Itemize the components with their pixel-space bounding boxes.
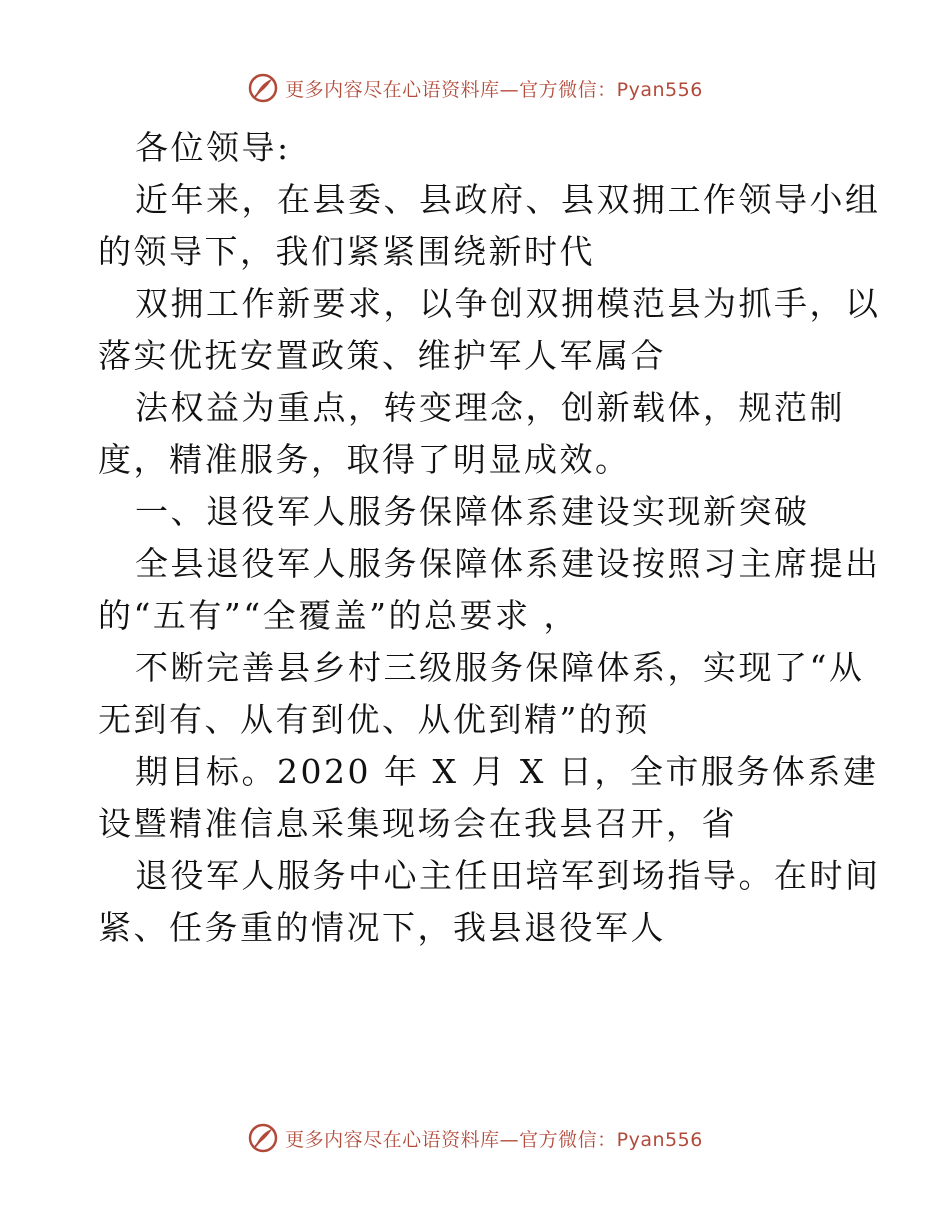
paragraph-line: 度，精准服务，取得了明显成效。: [98, 440, 631, 479]
paragraph-line: 设暨精准信息采集现场会在我县召开，省: [98, 804, 737, 843]
paragraph-line: 的“五有”“全覆盖”的总要求 ，: [98, 596, 579, 635]
feather-pen-logo-icon: [247, 72, 279, 104]
paragraph-line: 的领导下，我们紧紧围绕新时代: [98, 232, 595, 271]
paragraph-line: 落实优抚安置政策、维护军人军属合: [98, 336, 666, 375]
footer-watermark: [0, 1122, 950, 1154]
document-body: [98, 122, 881, 954]
paragraph-line: 双拥工作新要求，以争创双拥模范县为抓手，以: [135, 284, 881, 323]
paragraph-line: 退役军人服务中心主任田培军到场指导。在时间: [135, 856, 881, 895]
watermark-text: 更多内容尽在心语资料库—官方微信：Pyan556: [285, 1128, 703, 1151]
feather-pen-logo-icon: [247, 1122, 279, 1154]
watermark-text: 更多内容尽在心语资料库—官方微信：Pyan556: [285, 78, 703, 101]
paragraph-line: 全县退役军人服务保障体系建设按照习主席提出: [135, 544, 881, 583]
paragraph-line: 无到有、从有到优、从优到精”的预: [98, 700, 650, 739]
header-watermark: [0, 72, 950, 104]
paragraph-line: 近年来，在县委、县政府、县双拥工作领导小组: [135, 180, 881, 219]
paragraph-line: 不断完善县乡村三级服务保障体系，实现了“从: [135, 648, 865, 687]
section-heading: 一、退役军人服务保障体系建设实现新突破: [135, 492, 810, 531]
paragraph-line: 法权益为重点，转变理念，创新载体，规范制: [135, 388, 845, 427]
paragraph-line: 期目标。2020 年 X 月 X 日，全市服务体系建: [135, 752, 879, 791]
paragraph-line: 紧、任务重的情况下，我县退役军人: [98, 908, 666, 947]
salutation-line: 各位领导:: [135, 128, 291, 167]
